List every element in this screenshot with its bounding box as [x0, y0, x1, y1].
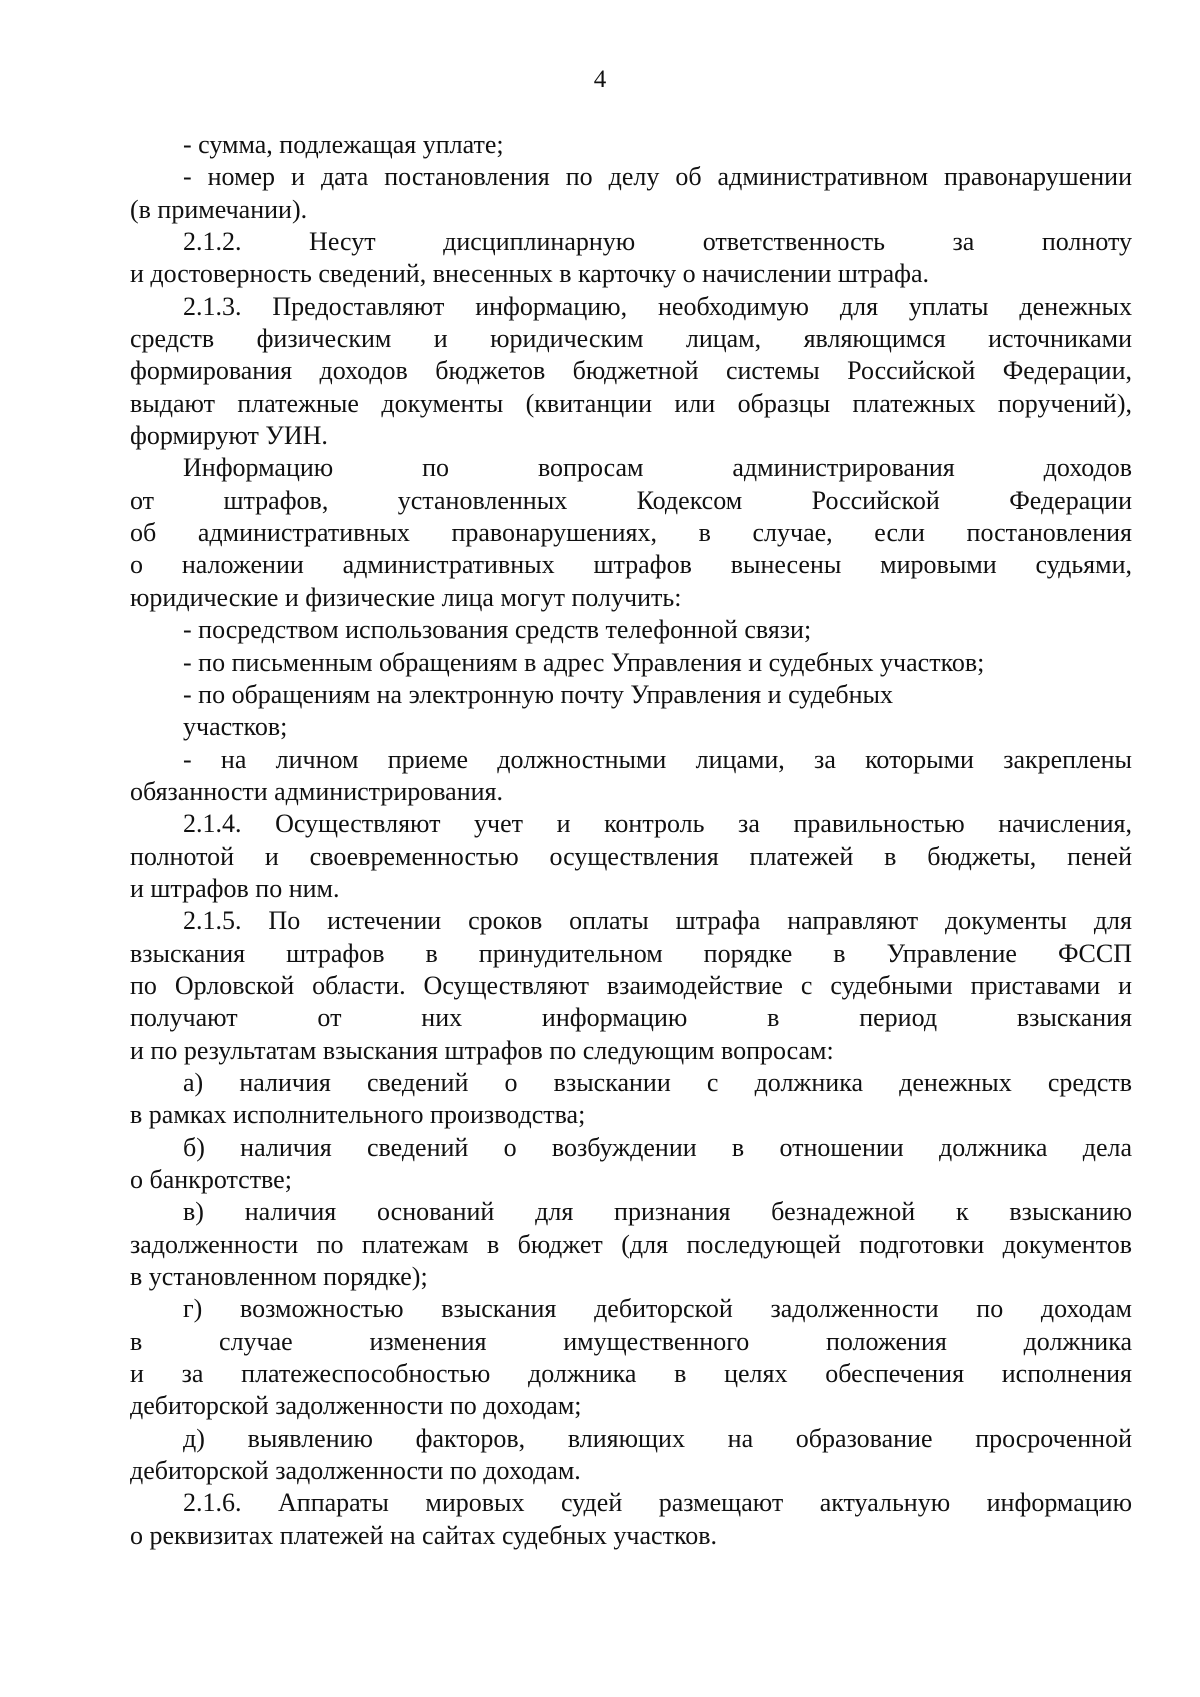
- text-line: выдают платежные документы (квитанции или образцы платежных поручений),: [130, 388, 1132, 418]
- text-line: задолженности по платежам в бюджет (для последующей подготовки документов: [130, 1229, 1132, 1259]
- document-body: [130, 129, 1132, 1552]
- text-line: и по результатам взыскания штрафов по следующим вопросам:: [130, 1035, 834, 1065]
- text-line: - по обращениям на электронную почту Управления и судебных: [183, 679, 894, 709]
- text-line: - сумма, подлежащая уплате;: [183, 130, 504, 159]
- text-line: взыскания штрафов в принудительном порядке в Управление ФССП: [130, 938, 1132, 968]
- text-line: формируют УИН.: [130, 421, 328, 451]
- text-line: обязанности администрирования.: [130, 776, 504, 806]
- text-line: в рамках исполнительного производства;: [130, 1100, 586, 1130]
- text-line: 2.1.6. Аппараты мировых судей размещают актуальную информацию: [183, 1488, 1132, 1518]
- text-line: 2.1.4. Осуществляют учет и контроль за правильностью начисления,: [183, 809, 1132, 839]
- text-line: в случае изменения имущественного положения должника: [130, 1326, 1132, 1356]
- text-line: по Орловской области. Осуществляют взаимодействие с судебными приставами и: [130, 970, 1132, 1000]
- text-line: формирования доходов бюджетов бюджетной системы Российской Федерации,: [130, 356, 1132, 386]
- text-line: дебиторской задолженности по доходам.: [130, 1456, 581, 1486]
- text-line: б) наличия сведений о возбуждении в отношении должника дела: [183, 1132, 1132, 1162]
- text-line: в) наличия оснований для признания безнадежной к взысканию: [183, 1197, 1132, 1227]
- text-line: об административных правонарушениях, в случае, если постановления: [130, 518, 1132, 548]
- text-line: г) возможностью взыскания дебиторской задолженности по доходам: [183, 1294, 1132, 1324]
- text-line: о наложении административных штрафов вынесены мировыми судьями,: [130, 550, 1132, 580]
- text-line: - на личном приеме должностными лицами, за которыми закреплены: [183, 744, 1132, 774]
- text-line: и штрафов по ним.: [130, 873, 340, 903]
- text-line: участков;: [183, 712, 288, 742]
- text-line: о реквизитах платежей на сайтах судебных участков.: [130, 1520, 718, 1550]
- page-number: 4: [593, 66, 607, 93]
- text-line: (в примечании).: [130, 194, 308, 224]
- text-line: и за платежеспособностью должника в целях обеспечения исполнения: [130, 1359, 1132, 1389]
- text-line: дебиторской задолженности по доходам;: [130, 1391, 582, 1421]
- text-line: - по письменным обращениям в адрес Управления и судебных участков;: [183, 647, 985, 677]
- text-line: 2.1.5. По истечении сроков оплаты штрафа направляют документы для: [183, 906, 1132, 936]
- text-line: полнотой и своевременностью осуществления платежей в бюджеты, пеней: [130, 841, 1132, 871]
- text-line: получают от них информацию в период взыскания: [130, 1003, 1132, 1033]
- text-line: д) выявлению факторов, влияющих на образование просроченной: [183, 1423, 1132, 1453]
- text-line: а) наличия сведений о взыскании с должника денежных средств: [183, 1067, 1132, 1097]
- text-line: о банкротстве;: [130, 1165, 292, 1194]
- text-line: - посредством использования средств телефонной связи;: [183, 615, 812, 645]
- text-line: юридические и физические лица могут получить:: [130, 582, 682, 612]
- text-line: средств физическим и юридическим лицам, являющимся источниками: [130, 324, 1132, 354]
- text-line: Информацию по вопросам администрирования доходов: [183, 453, 1132, 483]
- text-line: в установленном порядке);: [130, 1262, 428, 1292]
- text-line: от штрафов, установленных Кодексом Российской Федерации: [130, 485, 1132, 515]
- text-line: 2.1.2. Несут дисциплинарную ответственность за полноту: [183, 227, 1132, 257]
- text-line: 2.1.3. Предоставляют информацию, необходимую для уплаты денежных: [183, 291, 1132, 321]
- text-line: - номер и дата постановления по делу об административном правонарушении: [183, 162, 1132, 192]
- text-line: и достоверность сведений, внесенных в карточку о начислении штрафа.: [130, 259, 930, 289]
